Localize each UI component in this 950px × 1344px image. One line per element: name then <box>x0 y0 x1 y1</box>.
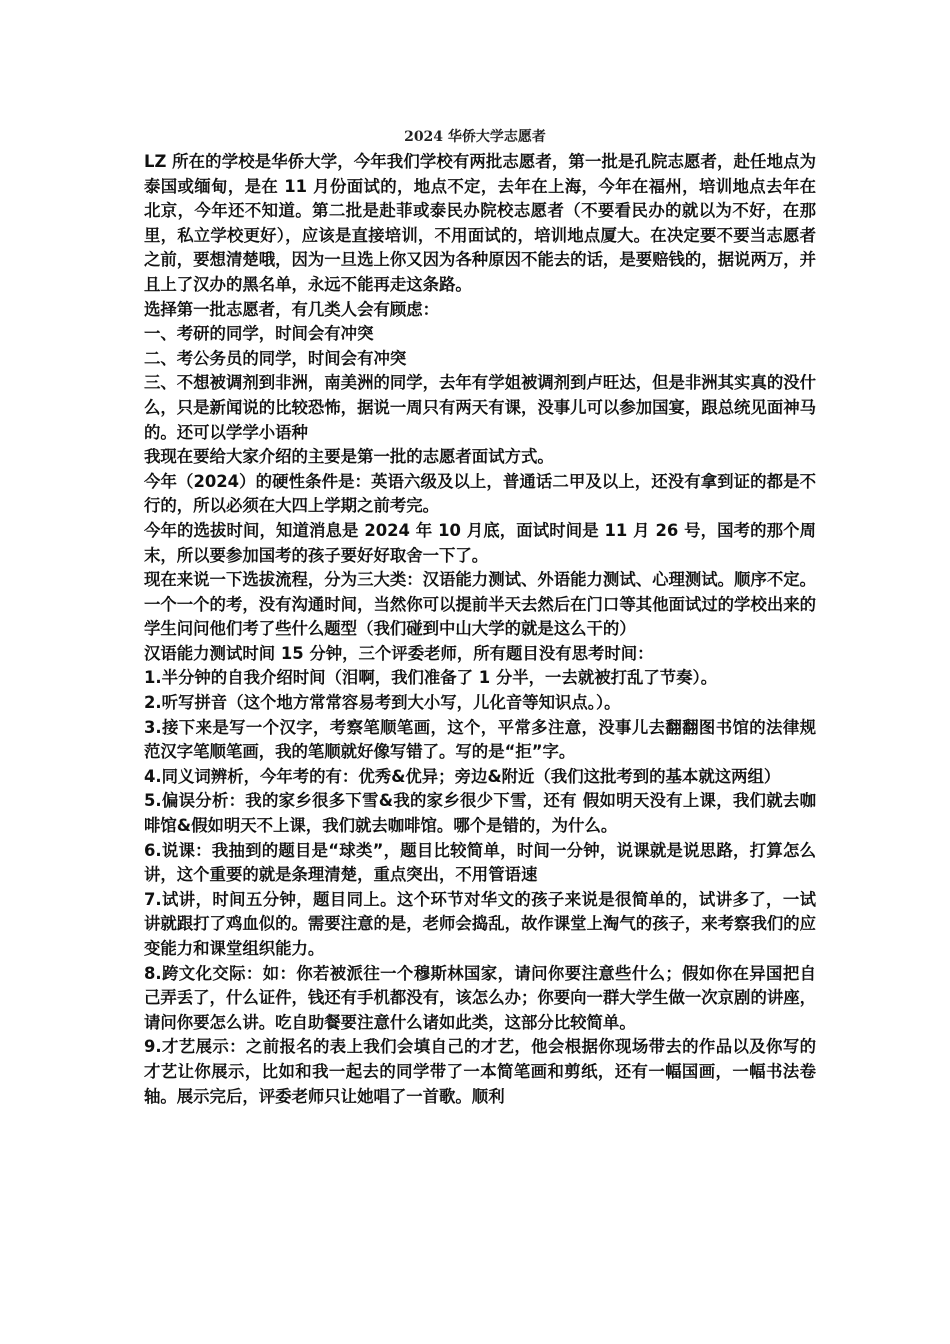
paragraph-requirements: 今年（2024）的硬性条件是：英语六级及以上，普通话二甲及以上，还没有拿到证的都是不行的，所以必须在大四上学期之前考完。 <box>144 471 816 516</box>
paragraph-process: 现在来说一下选拔流程，分为三大类：汉语能力测试、外语能力测试、心理测试。顺序不定。一个一个的考，没有沟通时间，当然你可以提前半天去然后在门口等其他面试过的学校出来的学生问问他们考了些什么题型（我们碰到中山大学的就是这么干的） <box>144 570 817 639</box>
document-body <box>144 150 816 1109</box>
paragraph-concerns-heading: 选择第一批志愿者，有几类人会有顾虑： <box>144 299 440 319</box>
list-item-4: 4.同义词辨析，今年考的有：优秀&优异；旁边&附近（我们这批考到的基本就这两组） <box>144 766 781 786</box>
list-item-9: 9.才艺展示：之前报名的表上我们会填自己的才艺，他会根据你现场带去的作品以及你写的才艺让你展示，比如和我一起去的同学带了一本简笔画和剪纸，还有一幅国画，一幅书法卷轴。展示完后，评委老师只让她唱了一首歌。顺利 <box>144 1037 816 1106</box>
paragraph-concern-2: 二、考公务员的同学，时间会有冲突 <box>144 348 407 368</box>
list-item-3: 3.接下来是写一个汉字，考察笔顺笔画，这个，平常多注意，没事儿去翻翻图书馆的法律规范汉字笔顺笔画，我的笔顺就好像写错了。写的是“拒”字。 <box>144 717 816 762</box>
list-item-2: 2.听写拼音（这个地方常常容易考到大小写，儿化音等知识点。）。 <box>144 693 621 713</box>
paragraph-timeline: 今年的选拔时间，知道消息是 2024 年 10 月底，面试时间是 11 月 26 号，国考的那个周末，所以要参加国考的孩子要好好取舍一下了。 <box>144 520 816 565</box>
paragraph-intro: LZ 所在的学校是华侨大学，今年我们学校有两批志愿者，第一批是孔院志愿者，赴任地点为泰国或缅甸，是在 11 月份面试的，地点不定，去年在上海，今年在福州，培训地点去年在北京，今年还不知道。第二批是赴菲或泰民办院校志愿者（不要看民办的就以为不好，在那里，私立学校更好），应该是直接培训，不用面试的，培训地点厦大。在决定要不要当志愿者之前，要想清楚哦，因为一旦选上你又因为各种原因不能去的话，是要赔钱的，据说两万，并且上了汉办的黑名单，永远不能再走这条路。 <box>144 152 817 294</box>
paragraph-chinese-test: 汉语能力测试时间 15 分钟，三个评委老师，所有题目没有思考时间： <box>144 643 654 663</box>
paragraph-interview-intro: 我现在要给大家介绍的主要是第一批的志愿者面试方式。 <box>144 447 554 467</box>
paragraph-concern-1: 一、考研的同学，时间会有冲突 <box>144 324 374 344</box>
list-item-6: 6.说课：我抽到的题目是“球类”，题目比较简单，时间一分钟，说课就是说思路，打算怎么讲，这个重要的就是条理清楚，重点突出，不用管语速 <box>144 840 816 885</box>
list-item-8: 8.跨文化交际：如：你若被派往一个穆斯林国家，请问你要注意些什么；假如你在异国把自己弄丢了，什么证件，钱还有手机都没有，该怎么办；你要向一群大学生做一次京剧的讲座，请问你要怎么讲。吃自助餐要注意什么诸如此类，这部分比较简单。 <box>144 963 817 1032</box>
paragraph-concern-3: 三、不想被调剂到非洲，南美洲的同学，去年有学姐被调剂到卢旺达，但是非洲其实真的没什么，只是新闻说的比较恐怖，据说一周只有两天有课，没事儿可以参加国宴，跟总统见面神马的。还可以学学小语种 <box>144 373 817 442</box>
document-title: 2024 华侨大学志愿者 <box>404 129 546 145</box>
list-item-1: 1.半分钟的自我介绍时间（泪啊，我们准备了 1 分半，一去就被打乱了节奏）。 <box>144 668 718 688</box>
list-item-7: 7.试讲，时间五分钟，题目同上。这个环节对华文的孩子来说是很简单的，试讲多了，一试讲就跟打了鸡血似的。需要注意的是，老师会捣乱，故作课堂上淘气的孩子，来考察我们的应变能力和课堂组织能力。 <box>144 889 817 958</box>
list-item-5: 5.偏误分析：我的家乡很多下雪&我的家乡很少下雪，还有 假如明天没有上课，我们就去咖啡馆&假如明天不上课，我们就去咖啡馆。哪个是错的，为什么。 <box>144 791 816 836</box>
